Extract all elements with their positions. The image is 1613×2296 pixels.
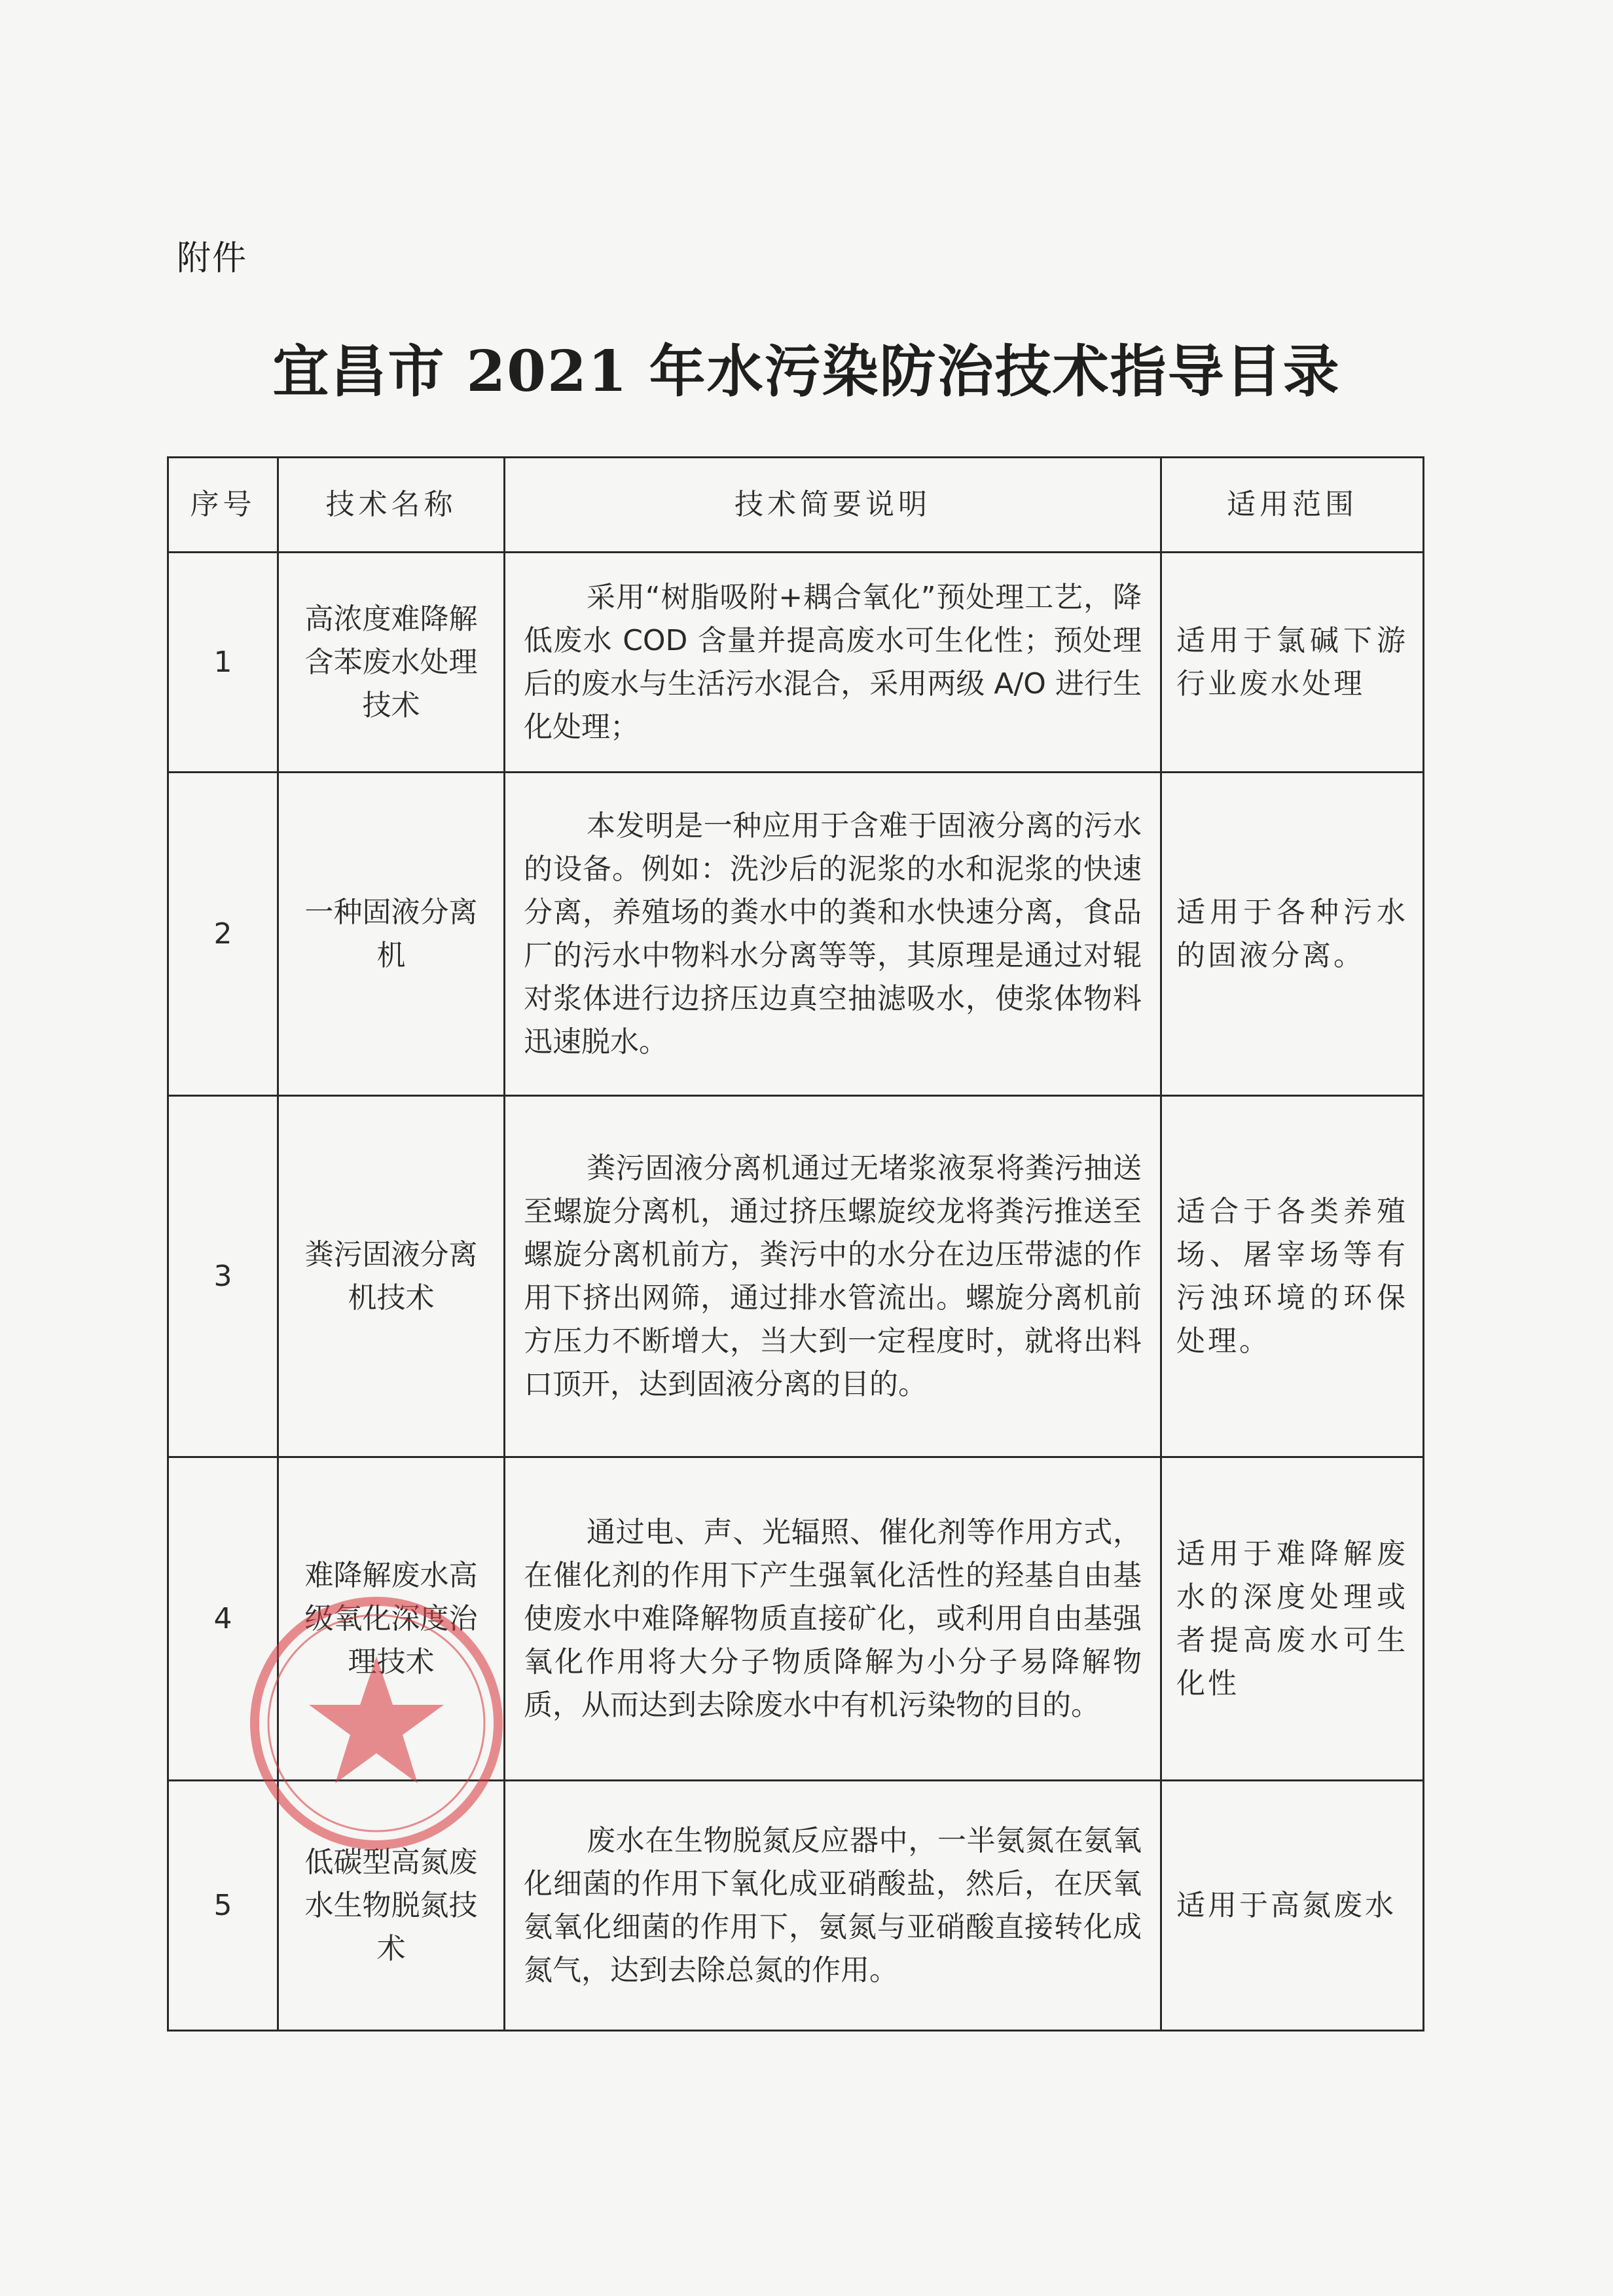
row-technology-description: 本发明是一种应用于含难于固液分离的污水的设备。例如：洗沙后的泥浆的水和泥浆的快速分离，养殖场的粪水中的粪和水快速分离，食品厂的污水中物料水分离等等，其原理是通过对辊对浆体进行边挤压边真空抽滤吸水，使浆体物料迅速脱水。 xyxy=(505,773,1161,1096)
row-serial-number: 5 xyxy=(168,1781,278,2031)
official-seal xyxy=(245,1592,507,1854)
header-technology-description: 技术简要说明 xyxy=(505,458,1161,553)
table-row xyxy=(168,773,1424,1096)
row-technology-description: 采用“树脂吸附+耦合氧化”预处理工艺，降低废水 COD 含量并提高废水可生化性；预处理后的废水与生活污水混合，采用两级 A/O 进行生化处理； xyxy=(505,553,1161,773)
row-technology-description: 废水在生物脱氮反应器中，一半氨氮在氨氧化细菌的作用下氧化成亚硝酸盐，然后，在厌氧氨氧化细菌的作用下，氨氮与亚硝酸直接转化成氮气，达到去除总氮的作用。 xyxy=(505,1781,1161,2031)
row-serial-number: 2 xyxy=(168,773,278,1096)
row-technology-description: 通过电、声、光辐照、催化剂等作用方式，在催化剂的作用下产生强氧化活性的羟基自由基使废水中难降解物质直接矿化，或利用自由基强氧化作用将大分子物质降解为小分子易降解物质，从而达到去除废水中有机污染物的目的。 xyxy=(505,1457,1161,1781)
document-title: 宜昌市 2021 年水污染防治技术指导目录 xyxy=(272,338,1341,405)
header-technology-name: 技术名称 xyxy=(278,458,505,553)
row-technology-name: 低碳型高氮废水生物脱氮技术 xyxy=(278,1781,505,2031)
row-technology-name: 高浓度难降解含苯废水处理技术 xyxy=(278,553,505,773)
attachment-label: 附件 xyxy=(177,239,248,278)
table-row xyxy=(168,1096,1424,1457)
table-row xyxy=(168,553,1424,773)
row-technology-name: 一种固液分离机 xyxy=(278,773,505,1096)
header-application-scope: 适用范围 xyxy=(1161,458,1424,553)
row-serial-number: 3 xyxy=(168,1096,278,1457)
row-application-scope: 适用于各种污水的固液分离。 xyxy=(1161,773,1424,1096)
row-application-scope: 适用于高氮废水 xyxy=(1161,1781,1424,2031)
row-serial-number: 1 xyxy=(168,553,278,773)
row-application-scope: 适用于难降解废水的深度处理或者提高废水可生化性 xyxy=(1161,1457,1424,1781)
header-serial-number: 序号 xyxy=(168,458,278,553)
row-serial-number: 4 xyxy=(168,1457,278,1781)
row-application-scope: 适合于各类养殖场、屠宰场等有污浊环境的环保处理。 xyxy=(1161,1096,1424,1457)
table-header-row xyxy=(168,458,1424,553)
row-application-scope: 适用于氯碱下游行业废水处理 xyxy=(1161,553,1424,773)
row-technology-name: 粪污固液分离机技术 xyxy=(278,1096,505,1457)
row-technology-description: 粪污固液分离机通过无堵浆液泵将粪污抽送至螺旋分离机，通过挤压螺旋绞龙将粪污推送至螺旋分离机前方，粪污中的水分在边压带滤的作用下挤出网筛，通过排水管流出。螺旋分离机前方压力不断增大，当大到一定程度时，就将出料口顶开，达到固液分离的目的。 xyxy=(505,1096,1161,1457)
seal-star-icon xyxy=(309,1656,444,1783)
row-technology-name: 难降解废水高级氧化深度治理技术 xyxy=(278,1457,505,1781)
